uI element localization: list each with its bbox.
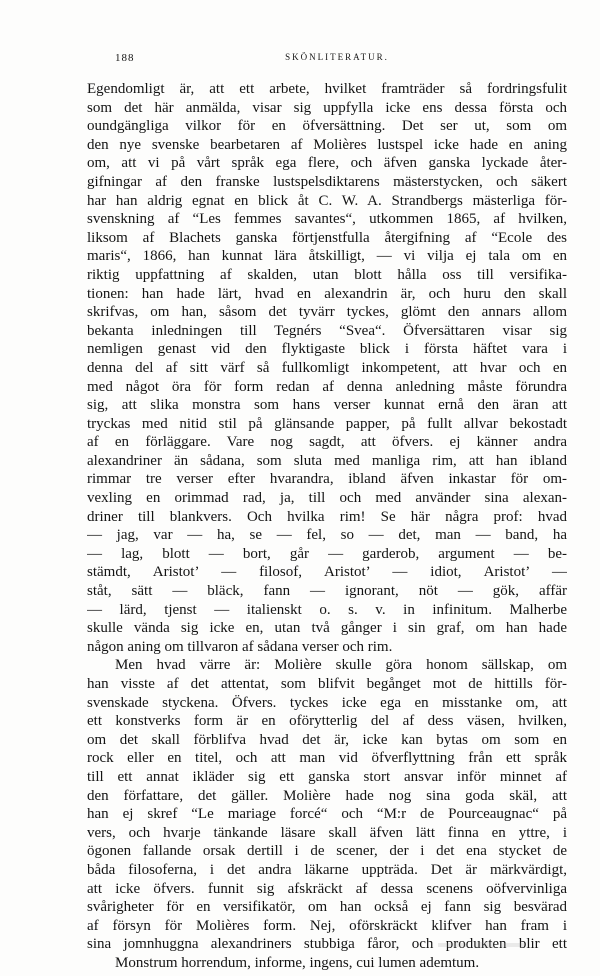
text-line: liksom af Blachets ganska förtjenstfulla återgifning af “Ecole des: [87, 229, 567, 246]
text-line: nemligen genast vid den flyktigaste blick i första häftet vara i: [87, 341, 567, 358]
text-line: svårigheter för en versifikatör, om han också ej fann sig besvärad: [87, 899, 567, 916]
text-line: maris“, 1866, han kunnat lära åtskilligt, — vi vilja ej tala om en: [87, 248, 567, 265]
paragraph-2: [87, 656, 567, 972]
text-line: vers, och hvarje tänkande läsare skall äfven lätt finna en yttre, i: [87, 824, 567, 841]
page-header: [107, 52, 567, 68]
text-line: skrifvas, om han, såsom det tyvärr tyckes, glömt den annars allom: [87, 304, 567, 321]
text-line: af försyn för Molières form. Nej, oförskräckt klifver han fram i: [87, 917, 567, 934]
text-line: den författare, det gäller. Molière hade nog sina goda skäl, att: [87, 787, 567, 804]
text-line: om, att vi på vårt språk ega flere, och äfven ganska lyckade åter-: [87, 155, 567, 172]
text-line: bekanta inledningen till Tegnérs “Svea“. Öfversättaren visar sig: [87, 322, 567, 339]
text-line: Men hvad värre är: Molière skulle göra honom sällskap, om: [115, 657, 567, 674]
text-line: af en förläggare. Vare nog sagdt, att öfvers. ej känner andra: [87, 434, 567, 451]
text-line: ögonen fallande orsak dertill i de scener, der i det ena stycket de: [87, 843, 567, 860]
text-line: med något öra för form redan af denna anledning måste förundra: [87, 378, 567, 395]
text-line: ståt, sätt — bläck, fann — ignorant, nöt — gök, affär: [87, 583, 567, 600]
text-line: Egendomligt är, att ett arbete, hvilket framträder så fordringsfulit: [87, 81, 567, 97]
text-line: oundgängliga vilkor för en öfversättning. Det ser ut, som om: [87, 118, 567, 135]
page-number: 188: [115, 52, 135, 64]
text-line: svenskade styckena. Öfvers. tyckes icke ega en misstanke om, att: [87, 694, 567, 711]
text-line: — jag, var — ha, se — fel, so — det, man — band, ha: [87, 527, 567, 544]
text-line: båda filosoferna, i det andra läkarne uppträda. Det är märkvärdigt,: [87, 861, 567, 878]
text-line: denna del af sitt värf så fullkomligt inkompetent, att hvar och en: [87, 359, 567, 376]
paragraph-1: [87, 80, 567, 656]
library-stamp-mark: [436, 938, 528, 952]
text-line: svenskning af “Les femmes savantes“, utkommen 1865, af hvilken,: [87, 211, 567, 228]
running-head: SKÖNLITERATUR.: [285, 52, 389, 62]
text-line: som det här anmälda, visar sig uppfylla icke ens dessa första och: [87, 99, 567, 116]
body-text: [87, 80, 567, 973]
text-line: rimmar tre verser efter hvarandra, ibland äfven inkastar för om-: [87, 471, 567, 488]
text-line: till ett annat ikläder sig ett ganska stort ansvar inför minnet af: [87, 768, 567, 785]
text-line: om det skall förblifva hvad det är, icke kan bytas om som en: [87, 731, 567, 748]
text-line: tionen: han hade lärt, hvad en alexandrin är, och huru den skall: [87, 285, 567, 302]
text-line: stämdt, Aristot’ — filosof, Aristot’ — idiot, Aristot’ —: [87, 564, 567, 581]
text-line: ett konstverks form är en oförytterlig del af dess väsen, hvilken,: [87, 713, 567, 730]
text-line: sina jomnhuggna alexandriners stubbiga fåror, och produkten blir ett: [87, 936, 567, 953]
text-line: driner till blankvers. Och hvilka rim! Se här några prof: hvad: [87, 508, 567, 525]
text-line: har han aldrig egnat en blick åt C. W. A. Strandbergs mästerliga för-: [87, 192, 567, 209]
text-line: den nye svenske bearbetaren af Molières lustspel icke hade en aning: [87, 136, 567, 153]
text-line: riktig uppfattning af skalden, utan blott hålla oss till versifika-: [87, 266, 567, 283]
text-line: alexandriner än sådana, som sluta med manliga rim, att han ibland: [87, 452, 567, 469]
text-line: — lag, blott — bort, går — garderob, argument — be-: [87, 545, 567, 562]
text-line: vexling en orimmad rad, ja, till och med använder sina alexan-: [87, 490, 567, 507]
text-line: att icke öfvers. funnit sig afskräckt af dessa scenens oöfvervinliga: [87, 880, 567, 897]
text-line: — lärd, tjenst — italienskt o. s. v. in infinitum. Malherbe: [87, 601, 567, 618]
text-line: han ej skref “Le mariage forcé“ och “M:r de Pourceaugnac“ på: [87, 806, 567, 823]
text-line: skulle vända sig icke en, utan två gånger i sin graf, om han hade: [87, 620, 567, 637]
text-line: någon aning om tillvaron af sådana verser och rim.: [87, 638, 393, 655]
text-line: sig, att slika monstra som hans verser kunnat ernå den äran att: [87, 397, 567, 414]
text-line: han visste af det attentat, som blifvit begånget mot de hittills för-: [87, 676, 567, 692]
text-line: tryckas med nitid stil på glänsande papper, på fullt allvar bekostadt: [87, 415, 567, 432]
text-line: Monstrum horrendum, informe, ingens, cui lumen ademtum.: [115, 954, 480, 971]
text-line: gifningar af den franske lustspelsdiktarens mästerstycken, och säkert: [87, 173, 567, 190]
text-line: rock eller en titel, och att man vid öfverflyttning från ett språk: [87, 750, 567, 767]
